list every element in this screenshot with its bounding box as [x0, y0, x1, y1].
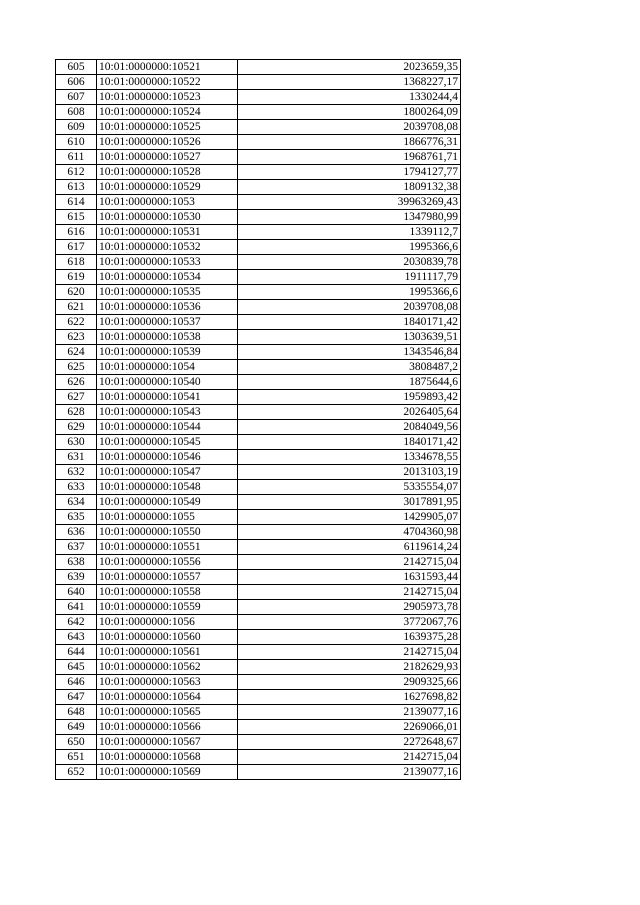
- cadastral-value: 2142715,04: [238, 555, 461, 570]
- cadastral-value: 6119614,24: [238, 540, 461, 555]
- table-row: [56, 60, 461, 75]
- cadastral-value: 5335554,07: [238, 480, 461, 495]
- cadastral-value: 2039708,08: [238, 300, 461, 315]
- row-number: 606: [56, 75, 97, 90]
- cadastral-value: 1627698,82: [238, 690, 461, 705]
- cadastral-value: 2272648,67: [238, 735, 461, 750]
- cadastral-value: 1995366,6: [238, 285, 461, 300]
- table-row: [56, 570, 461, 585]
- cadastral-value: 2142715,04: [238, 585, 461, 600]
- cadastral-value: 1800264,09: [238, 105, 461, 120]
- cadastral-value: 1866776,31: [238, 135, 461, 150]
- table-row: [56, 390, 461, 405]
- table-row: [56, 435, 461, 450]
- row-number: 645: [56, 660, 97, 675]
- cadastral-number: 10:01:0000000:10556: [97, 555, 238, 570]
- cadastral-number: 10:01:0000000:10567: [97, 735, 238, 750]
- cadastral-value: 3772067,76: [238, 615, 461, 630]
- cadastral-value: 2909325,66: [238, 675, 461, 690]
- cadastral-number: 10:01:0000000:10524: [97, 105, 238, 120]
- cadastral-number: 10:01:0000000:10547: [97, 465, 238, 480]
- table-row: [56, 660, 461, 675]
- cadastral-number: 10:01:0000000:10564: [97, 690, 238, 705]
- cadastral-value: 1429905,07: [238, 510, 461, 525]
- cadastral-value: 2905973,78: [238, 600, 461, 615]
- row-number: 625: [56, 360, 97, 375]
- table-row: [56, 255, 461, 270]
- cadastral-value: 1339112,7: [238, 225, 461, 240]
- table-row: [56, 600, 461, 615]
- cadastral-value: 1968761,71: [238, 150, 461, 165]
- row-number: 611: [56, 150, 97, 165]
- cadastral-value: 1368227,17: [238, 75, 461, 90]
- row-number: 644: [56, 645, 97, 660]
- cadastral-number: 10:01:0000000:10549: [97, 495, 238, 510]
- cadastral-value-table: [55, 59, 461, 780]
- table-row: [56, 210, 461, 225]
- cadastral-number: 10:01:0000000:10525: [97, 120, 238, 135]
- cadastral-number: 10:01:0000000:1053: [97, 195, 238, 210]
- row-number: 640: [56, 585, 97, 600]
- table-row: [56, 450, 461, 465]
- cadastral-value: 2039708,08: [238, 120, 461, 135]
- table-row: [56, 675, 461, 690]
- table-row: [56, 765, 461, 780]
- table-row: [56, 105, 461, 120]
- cadastral-number: 10:01:0000000:10568: [97, 750, 238, 765]
- cadastral-number: 10:01:0000000:10546: [97, 450, 238, 465]
- row-number: 632: [56, 465, 97, 480]
- cadastral-value: 2030839,78: [238, 255, 461, 270]
- row-number: 623: [56, 330, 97, 345]
- row-number: 650: [56, 735, 97, 750]
- cadastral-number: 10:01:0000000:10530: [97, 210, 238, 225]
- cadastral-number: 10:01:0000000:10537: [97, 315, 238, 330]
- row-number: 614: [56, 195, 97, 210]
- table-row: [56, 615, 461, 630]
- table-row: [56, 690, 461, 705]
- cadastral-number: 10:01:0000000:10538: [97, 330, 238, 345]
- cadastral-value: 1995366,6: [238, 240, 461, 255]
- table-row: [56, 705, 461, 720]
- row-number: 612: [56, 165, 97, 180]
- table-row: [56, 75, 461, 90]
- cadastral-number: 10:01:0000000:1055: [97, 510, 238, 525]
- cadastral-number: 10:01:0000000:10521: [97, 60, 238, 75]
- cadastral-number: 10:01:0000000:10528: [97, 165, 238, 180]
- cadastral-value: 1347980,99: [238, 210, 461, 225]
- row-number: 643: [56, 630, 97, 645]
- cadastral-number: 10:01:0000000:10545: [97, 435, 238, 450]
- cadastral-value: 1631593,44: [238, 570, 461, 585]
- cadastral-value: 1303639,51: [238, 330, 461, 345]
- table-row: [56, 540, 461, 555]
- row-number: 633: [56, 480, 97, 495]
- cadastral-number: 10:01:0000000:10523: [97, 90, 238, 105]
- row-number: 607: [56, 90, 97, 105]
- cadastral-value: 1639375,28: [238, 630, 461, 645]
- table-row: [56, 315, 461, 330]
- cadastral-value: 1959893,42: [238, 390, 461, 405]
- cadastral-value: 2013103,19: [238, 465, 461, 480]
- cadastral-number: 10:01:0000000:10559: [97, 600, 238, 615]
- cadastral-value: 39963269,43: [238, 195, 461, 210]
- row-number: 609: [56, 120, 97, 135]
- cadastral-number: 10:01:0000000:10561: [97, 645, 238, 660]
- table-row: [56, 345, 461, 360]
- cadastral-number: 10:01:0000000:10526: [97, 135, 238, 150]
- cadastral-number: 10:01:0000000:10522: [97, 75, 238, 90]
- table-row: [56, 165, 461, 180]
- cadastral-value: 2142715,04: [238, 750, 461, 765]
- row-number: 651: [56, 750, 97, 765]
- row-number: 608: [56, 105, 97, 120]
- cadastral-value: 2139077,16: [238, 765, 461, 780]
- table-row: [56, 465, 461, 480]
- cadastral-value: 2182629,93: [238, 660, 461, 675]
- row-number: 647: [56, 690, 97, 705]
- cadastral-number: 10:01:0000000:10569: [97, 765, 238, 780]
- table-row: [56, 120, 461, 135]
- row-number: 617: [56, 240, 97, 255]
- row-number: 628: [56, 405, 97, 420]
- cadastral-value: 1840171,42: [238, 435, 461, 450]
- table-row: [56, 240, 461, 255]
- table-row: [56, 750, 461, 765]
- table-row: [56, 360, 461, 375]
- row-number: 619: [56, 270, 97, 285]
- row-number: 621: [56, 300, 97, 315]
- row-number: 649: [56, 720, 97, 735]
- cadastral-value: 2084049,56: [238, 420, 461, 435]
- row-number: 652: [56, 765, 97, 780]
- table-row: [56, 135, 461, 150]
- cadastral-number: 10:01:0000000:10531: [97, 225, 238, 240]
- cadastral-number: 10:01:0000000:10534: [97, 270, 238, 285]
- table-row: [56, 645, 461, 660]
- row-number: 613: [56, 180, 97, 195]
- cadastral-number: 10:01:0000000:10550: [97, 525, 238, 540]
- cadastral-number: 10:01:0000000:10540: [97, 375, 238, 390]
- row-number: 642: [56, 615, 97, 630]
- cadastral-value: 1911117,79: [238, 270, 461, 285]
- cadastral-value: 1794127,77: [238, 165, 461, 180]
- cadastral-value: 1840171,42: [238, 315, 461, 330]
- table-row: [56, 300, 461, 315]
- row-number: 646: [56, 675, 97, 690]
- cadastral-number: 10:01:0000000:10527: [97, 150, 238, 165]
- cadastral-number: 10:01:0000000:10543: [97, 405, 238, 420]
- cadastral-value: 3017891,95: [238, 495, 461, 510]
- row-number: 648: [56, 705, 97, 720]
- cadastral-number: 10:01:0000000:10565: [97, 705, 238, 720]
- cadastral-value: 2139077,16: [238, 705, 461, 720]
- cadastral-number: 10:01:0000000:10558: [97, 585, 238, 600]
- table-row: [56, 495, 461, 510]
- row-number: 618: [56, 255, 97, 270]
- table-row: [56, 525, 461, 540]
- cadastral-number: 10:01:0000000:10536: [97, 300, 238, 315]
- row-number: 641: [56, 600, 97, 615]
- table-row: [56, 405, 461, 420]
- cadastral-number: 10:01:0000000:10544: [97, 420, 238, 435]
- table-row: [56, 330, 461, 345]
- table-row: [56, 735, 461, 750]
- table-row: [56, 225, 461, 240]
- table-row: [56, 630, 461, 645]
- row-number: 639: [56, 570, 97, 585]
- table-row: [56, 420, 461, 435]
- row-number: 635: [56, 510, 97, 525]
- table-row: [56, 195, 461, 210]
- table-row: [56, 285, 461, 300]
- row-number: 627: [56, 390, 97, 405]
- row-number: 610: [56, 135, 97, 150]
- cadastral-value: 1334678,55: [238, 450, 461, 465]
- row-number: 631: [56, 450, 97, 465]
- cadastral-number: 10:01:0000000:10563: [97, 675, 238, 690]
- cadastral-number: 10:01:0000000:1054: [97, 360, 238, 375]
- cadastral-number: 10:01:0000000:10539: [97, 345, 238, 360]
- row-number: 637: [56, 540, 97, 555]
- row-number: 626: [56, 375, 97, 390]
- cadastral-number: 10:01:0000000:10529: [97, 180, 238, 195]
- cadastral-value: 2023659,35: [238, 60, 461, 75]
- cadastral-number: 10:01:0000000:10560: [97, 630, 238, 645]
- cadastral-number: 10:01:0000000:10541: [97, 390, 238, 405]
- cadastral-number: 10:01:0000000:1056: [97, 615, 238, 630]
- cadastral-number: 10:01:0000000:10562: [97, 660, 238, 675]
- table-row: [56, 270, 461, 285]
- table-row: [56, 555, 461, 570]
- cadastral-number: 10:01:0000000:10535: [97, 285, 238, 300]
- table-row: [56, 375, 461, 390]
- cadastral-value: 1875644,6: [238, 375, 461, 390]
- row-number: 634: [56, 495, 97, 510]
- cadastral-value: 1809132,38: [238, 180, 461, 195]
- table-row: [56, 480, 461, 495]
- cadastral-number: 10:01:0000000:10551: [97, 540, 238, 555]
- cadastral-number: 10:01:0000000:10548: [97, 480, 238, 495]
- row-number: 629: [56, 420, 97, 435]
- row-number: 630: [56, 435, 97, 450]
- row-number: 622: [56, 315, 97, 330]
- table-body: [56, 60, 461, 780]
- cadastral-number: 10:01:0000000:10533: [97, 255, 238, 270]
- cadastral-number: 10:01:0000000:10532: [97, 240, 238, 255]
- row-number: 624: [56, 345, 97, 360]
- table-row: [56, 585, 461, 600]
- table-row: [56, 150, 461, 165]
- cadastral-value: 2269066,01: [238, 720, 461, 735]
- cadastral-value: 1330244,4: [238, 90, 461, 105]
- table-row: [56, 510, 461, 525]
- row-number: 620: [56, 285, 97, 300]
- row-number: 616: [56, 225, 97, 240]
- cadastral-number: 10:01:0000000:10557: [97, 570, 238, 585]
- table-row: [56, 720, 461, 735]
- cadastral-number: 10:01:0000000:10566: [97, 720, 238, 735]
- row-number: 638: [56, 555, 97, 570]
- cadastral-value: 4704360,98: [238, 525, 461, 540]
- table-row: [56, 90, 461, 105]
- row-number: 605: [56, 60, 97, 75]
- cadastral-value: 3808487,2: [238, 360, 461, 375]
- cadastral-value: 2142715,04: [238, 645, 461, 660]
- table-row: [56, 180, 461, 195]
- cadastral-value: 2026405,64: [238, 405, 461, 420]
- cadastral-value: 1343546,84: [238, 345, 461, 360]
- row-number: 615: [56, 210, 97, 225]
- row-number: 636: [56, 525, 97, 540]
